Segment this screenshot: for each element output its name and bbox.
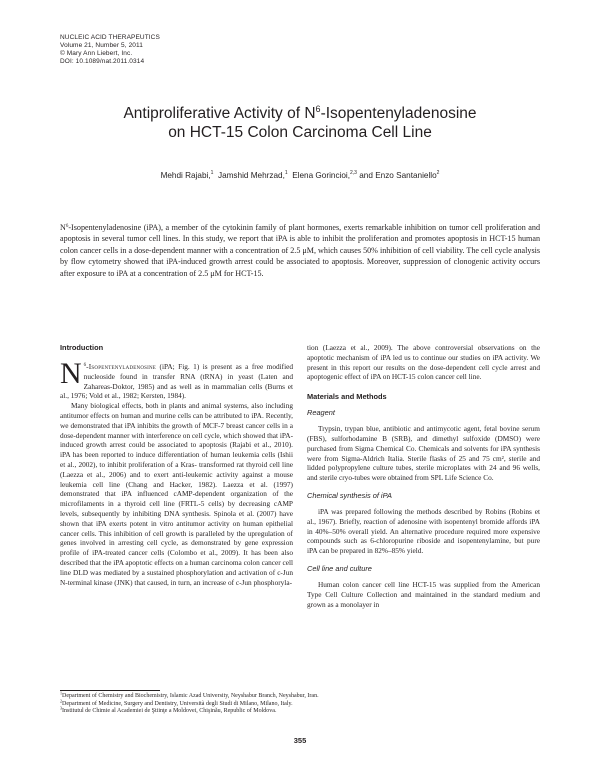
author: Jamshid Mehrzad,	[217, 171, 285, 180]
cell-line-paragraph: Human colon cancer cell line HCT-15 was supplied from the American Type Cell Culture Collection and maintained in the standard medium and grown as a monolayer in	[307, 579, 540, 609]
subheading-chemical-synthesis: Chemical synthesis of iPA	[307, 490, 392, 500]
intro-paragraph-2: Many biological effects, both in plants and animal systems, also including antitumor effects on human and murine cells can be attributed to iPA. Recently, we demonstrated that iPA inhibits the growth of MCF-7 breast cancer cells in a dose-dependent manner with interference on cell cycle, which showed that iPA-induced growth arrest could be associated to apoptosis (Rajabi et al., 2010). iPA has been reported to induce differentiation of human leukemia cells (Ishii et al., 2002), to inhibit proliferation of a Kras- transformed rat thyroid cell line (Laezza et al., 2006) and to exert anti-leukemic activity against a mouse leukemia cell line (Chang and Hacker, 1982). Laezza et al. (1997) demonstrated that iPA influenced cAMP-dependent organization of the microfilaments in a thyroid cell line (FRTL-5 cells) by decreasing cAMP levels, subsequently by inhibiting DNA synthesis. Spinola et al. (2007) have shown that iPA exerts potent in vitro antitumor activity on human epithelial cancer cells. This inhibition of cell growth is paralleled by the upregulation of genes involved in arresting cell cycle, as demonstrated by gene expression profile of iPA-treated cancer cells (Colombo et al., 2009). It has been also described that the iPA apoptotic effects on a human carcinoma colon cancer cell line DLD was mediated by a sustained phosphorylation and activation of c-Jun N-terminal kinase (JNK) that caused, in turn, an increase of c-Jun phosphoryla-	[60, 401, 294, 587]
author-list: Mehdi Rajabi,$^1$ Jamshid Mehrzad,$^1$ Elena Gorincioi,$^{2,3}$ and Enzo Santaniello$^2$	[160, 170, 440, 180]
article-title: Antiproliferative Activity of $N^6$-Isopentenyladenosine on HCT-15 Colon Carcinoma Cell Line	[123, 104, 477, 141]
section-heading-methods: Materials and Methods	[307, 392, 387, 402]
right-column	[307, 343, 540, 609]
intro-paragraph-1: N $^6$-Isopentenyladenosine (iPA; Fig. 1) is present as a free modified nucleoside found in transfer RNA (tRNA) in yeast (Laten and Zahareas-Doktor, 1985) and as well as in mammalian cells (Burns et al., 1976; Vold et al., 1982; Kersten, 1984).	[60, 357, 293, 401]
footnote: $^2$Department of Medicine, Surgery and Dentistry, Università degli Studi di Milano, Milano, Italy.	[60, 698, 293, 707]
author: Mehdi Rajabi,	[160, 171, 211, 180]
subheading-cell-line: Cell line and culture	[307, 563, 372, 573]
subheading-reagent: Reagent	[307, 408, 335, 418]
author: Enzo Santaniello	[375, 171, 437, 180]
copyright-line: © Mary Ann Liebert, Inc.	[60, 50, 133, 57]
footnote: $^3$Institutul de Chimie al Academiei de Ştiinţe a Moldovei, Chişinău, Republic of Moldova.	[60, 705, 277, 714]
journal-name: NUCLEIC ACID THERAPEUTICS	[60, 34, 160, 41]
chemical-synthesis-paragraph: iPA was prepared following the methods described by Robins (Robins et al., 1967). Briefly, reaction of adenosine with isopentenyl bromide affords iPA in 40%–50% overall yield. An alternative procedure required more expensive compounds such as 6-chloropurine riboside and isopentenylamine, but pure iPA can be prepared in 82%–85% yield.	[307, 506, 540, 556]
drop-cap: N	[60, 357, 82, 390]
reagent-paragraph: Trypsin, trypan blue, antibiotic and antimycotic agent, fetal bovine serum (FBS), sulforhodamine B (SRB), and dimethyl sulfoxide (DMSO) were purchased from Sigma Chemical Co. Chemicals and solvents for iPA synthesis were from Sigma-Aldrich Italia. Sterile flasks of 25 and 75 cm², sterile and lidded polypropylene culture tubes, sterile microplates with 24 and 96 wells, and sterile cryo-tubes were obtained from SPL Life Science Co.	[307, 424, 540, 483]
intro-continuation: tion (Laezza et al., 2009). The above controversial observations on the apoptotic mechanism of iPA led us to continue our studies on iPA activity. We present in this report our results on the dose-dependent cell cycle arrest and apoptogenic effect of iPA on HCT-15 colon cancer cell line.	[307, 343, 540, 382]
author: Elena Gorincioi,	[292, 171, 351, 180]
footnotes	[60, 690, 540, 716]
page-number: 355	[293, 736, 307, 745]
section-heading-introduction: Introduction	[60, 343, 104, 352]
doi-link[interactable]: DOI: 10.1089/nat.2011.0314	[60, 58, 145, 65]
footnote: $^1$Department of Chemistry and Biochemistry, Islamic Azad University, Neyshabur Branch, Neyshabur, Iran.	[60, 690, 319, 699]
abstract: $N^6$-Isopentenyladenosine (iPA), a member of the cytokinin family of plant hormones, exerts remarkable inhibition on tumor cell proliferation and apoptosis in several tumor cell lines. In this study, we report that iPA is able to inhibit the proliferation and promotes apoptosis in HCT-15 human colon cancer cells in a dose-dependent manner with a concentration of 2.5 μM, which causes 50% inhibition of cell viability. The cell cycle analysis by flow cytometry showed that iPA-induced growth arrest could be associated to apoptosis. Moreover, suppression of clonogenic activity occurs after exposure to iPA at a concentration of 2.5 μM for HCT-15.	[60, 223, 540, 278]
journal-volume: Volume 21, Number 5, 2011	[60, 42, 143, 49]
journal-header	[60, 34, 160, 66]
footnote-divider	[60, 690, 160, 691]
left-column	[60, 343, 293, 587]
